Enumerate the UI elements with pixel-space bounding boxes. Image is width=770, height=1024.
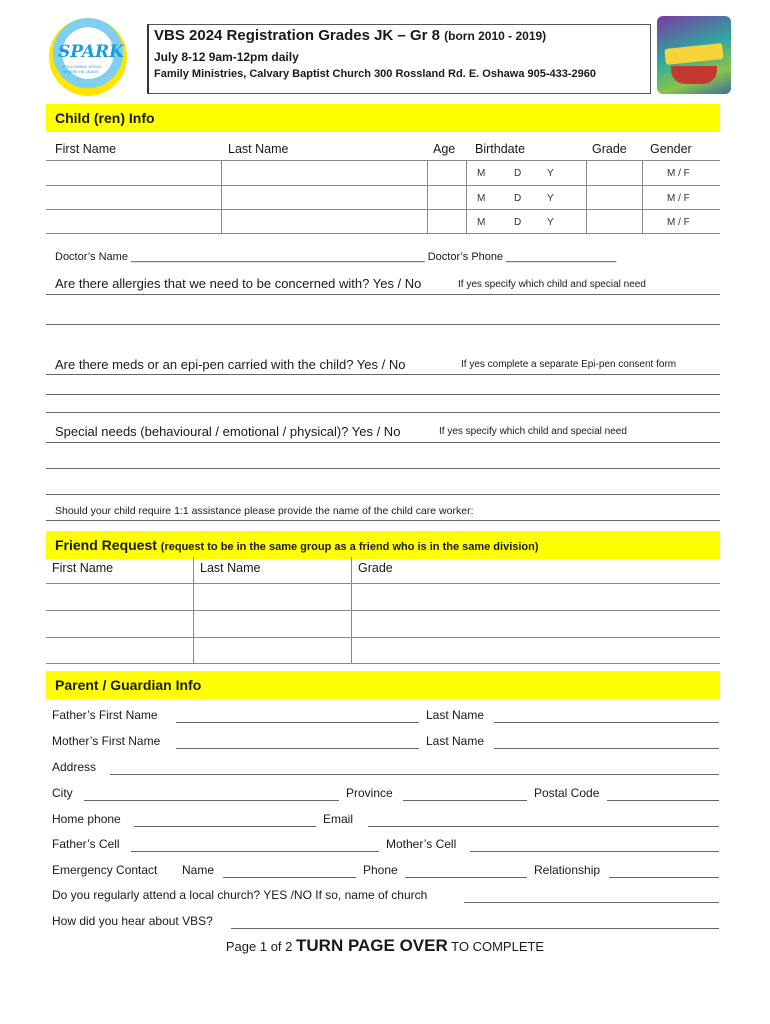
child-table-line: [46, 233, 720, 234]
child2-gender-options[interactable]: M / F: [667, 193, 690, 204]
journey-logo-band: [664, 43, 723, 65]
form-title: [154, 27, 546, 44]
child2-birth-d[interactable]: D: [514, 193, 522, 204]
assistance-question: Should your child require 1:1 assistance please provide the name of the child care worker:: [55, 505, 474, 517]
friend-col-grade: Grade: [358, 561, 393, 575]
special-needs-question: Special needs (behavioural / emotional / physical)? Yes / No: [55, 424, 401, 439]
fathers-cell-field[interactable]: [131, 851, 379, 852]
col-gender: Gender: [650, 142, 692, 156]
church-name-field[interactable]: [464, 902, 719, 903]
child1-gender-options[interactable]: M / F: [667, 168, 690, 179]
child2-age-field[interactable]: [428, 186, 466, 209]
church-question: Do you regularly attend a local church? YES /NO If so, name of church: [52, 888, 428, 902]
special-needs-answer-line[interactable]: [46, 468, 720, 469]
relationship-label: Relationship: [534, 863, 601, 877]
child2-birth-m[interactable]: M: [477, 193, 486, 204]
col-grade: Grade: [592, 142, 627, 156]
parent-info-section-bar: [46, 671, 720, 699]
assistance-answer-line[interactable]: [46, 520, 720, 521]
postal-code-label: Postal Code: [534, 786, 600, 800]
allergies-question: Are there allergies that we need to be concerned with? Yes / No: [55, 276, 422, 291]
friend-request-title: Friend Request: [55, 537, 157, 553]
email-label: Email: [323, 812, 354, 826]
child2-birth-y[interactable]: Y: [547, 193, 554, 204]
friend1-first-name-field[interactable]: [46, 584, 193, 610]
friend2-grade-field[interactable]: [352, 611, 720, 637]
friend2-last-name-field[interactable]: [194, 611, 351, 637]
friend2-first-name-field[interactable]: [46, 611, 193, 637]
email-field[interactable]: [368, 826, 719, 827]
fathers-first-name-field[interactable]: [176, 722, 419, 723]
col-age: Age: [433, 142, 456, 156]
allergies-answer-line[interactable]: [46, 324, 720, 325]
mothers-first-name-label: Mother’s First Name: [52, 734, 161, 748]
mothers-last-name-field[interactable]: [494, 748, 719, 749]
turn-page-over: TURN PAGE OVER: [296, 936, 448, 955]
hear-about-vbs-question: How did you hear about VBS?: [52, 914, 213, 928]
child-info-title: Child (ren) Info: [55, 110, 155, 126]
church-address: Family Ministries, Calvary Baptist Church 300 Rossland Rd. E. Oshawa 905-433-2960: [154, 68, 597, 80]
relationship-field[interactable]: [609, 877, 719, 878]
child3-first-name-field[interactable]: [46, 210, 221, 233]
address-field[interactable]: [110, 774, 719, 775]
child2-last-name-field[interactable]: [222, 186, 427, 209]
meds-answer-line[interactable]: [46, 412, 720, 413]
child1-birth-m[interactable]: M: [477, 168, 486, 179]
mothers-cell-field[interactable]: [470, 851, 719, 852]
mothers-cell-label: Mother’s Cell: [386, 837, 457, 851]
fathers-cell-label: Father’s Cell: [52, 837, 120, 851]
friend3-grade-field[interactable]: [352, 638, 720, 663]
journey-logo-boat: [671, 66, 717, 84]
form-title-main: VBS 2024 Registration Grades JK – Gr 8: [154, 27, 440, 44]
home-phone-field[interactable]: [134, 826, 316, 827]
meds-note: If yes complete a separate Epi-pen consent form: [461, 359, 677, 370]
child1-birth-d[interactable]: D: [514, 168, 522, 179]
child3-birth-m[interactable]: M: [477, 217, 486, 228]
meds-answer-line[interactable]: [46, 394, 720, 395]
emergency-name-field[interactable]: [223, 877, 356, 878]
spark-logo-subtext: FOLLOWING JESUS, WHERE HE LEADS: [63, 64, 103, 74]
child-info-section-bar: [46, 104, 720, 132]
child2-grade-field[interactable]: [587, 186, 642, 209]
child1-birth-y[interactable]: Y: [547, 168, 554, 179]
fathers-first-name-label: Father’s First Name: [52, 708, 158, 722]
child1-grade-field[interactable]: [587, 161, 642, 185]
child3-birth-y[interactable]: Y: [547, 217, 554, 228]
form-title-birth-range: (born 2010 - 2019): [444, 29, 547, 43]
home-phone-label: Home phone: [52, 812, 121, 826]
child-table-divider: [642, 160, 643, 233]
friend3-first-name-field[interactable]: [46, 638, 193, 663]
friend-request-section-bar: [46, 531, 720, 559]
meds-question: Are there meds or an epi-pen carried with the child? Yes / No: [55, 357, 406, 372]
special-needs-answer-line[interactable]: [46, 494, 720, 495]
friend-request-note: (request to be in the same group as a friend who is in the same division): [160, 541, 539, 553]
city-label: City: [52, 786, 73, 800]
to-complete: TO COMPLETE: [451, 939, 545, 954]
postal-code-field[interactable]: [607, 800, 719, 801]
child-table-divider: [466, 160, 467, 233]
child3-gender-options[interactable]: M / F: [667, 217, 690, 228]
child1-age-field[interactable]: [428, 161, 466, 185]
page-number: Page 1 of 2: [225, 939, 293, 954]
address-label: Address: [52, 760, 97, 774]
mothers-first-name-field[interactable]: [176, 748, 419, 749]
child3-grade-field[interactable]: [587, 210, 642, 233]
doctor-fields[interactable]: Doctor’s Name ________________________________________________ Doctor’s Phone __________________: [55, 251, 617, 263]
emergency-phone-label: Phone: [363, 863, 398, 877]
parent-info-title: Parent / Guardian Info: [55, 677, 202, 693]
page-footer: [0, 936, 770, 956]
hear-about-vbs-field[interactable]: [231, 928, 719, 929]
province-label: Province: [346, 786, 393, 800]
emergency-phone-field[interactable]: [405, 877, 527, 878]
city-field[interactable]: [84, 800, 339, 801]
col-birthdate: Birthdate: [475, 142, 526, 156]
spark-logo: [49, 18, 127, 96]
journey-logo: [657, 16, 731, 94]
col-last-name: Last Name: [228, 142, 289, 156]
event-dates: July 8-12 9am-12pm daily: [154, 50, 299, 64]
allergies-answer-line[interactable]: [46, 294, 720, 295]
child3-birth-d[interactable]: D: [514, 217, 522, 228]
spark-logo-text: SPARK: [58, 42, 124, 62]
child3-age-field[interactable]: [428, 210, 466, 233]
child2-first-name-field[interactable]: [46, 186, 221, 209]
meds-answer-line[interactable]: [46, 374, 720, 375]
col-first-name: First Name: [55, 142, 117, 156]
friend-table-line: [46, 663, 720, 664]
emergency-contact-label: Emergency Contact: [52, 863, 158, 877]
special-needs-note: If yes specify which child and special need: [439, 426, 627, 437]
child1-first-name-field[interactable]: [46, 161, 221, 185]
friend-col-first-name: First Name: [52, 561, 114, 575]
fathers-last-name-field[interactable]: [494, 722, 719, 723]
province-field[interactable]: [403, 800, 527, 801]
child3-last-name-field[interactable]: [222, 210, 427, 233]
child1-last-name-field[interactable]: [222, 161, 427, 185]
friend-col-last-name: Last Name: [200, 561, 261, 575]
allergies-note: If yes specify which child and special need: [458, 279, 646, 290]
emergency-name-label: Name: [182, 863, 215, 877]
mothers-last-name-label: Last Name: [426, 734, 485, 748]
friend1-grade-field[interactable]: [352, 584, 720, 610]
friend1-last-name-field[interactable]: [194, 584, 351, 610]
fathers-last-name-label: Last Name: [426, 708, 485, 722]
friend3-last-name-field[interactable]: [194, 638, 351, 663]
special-needs-answer-line[interactable]: [46, 442, 720, 443]
